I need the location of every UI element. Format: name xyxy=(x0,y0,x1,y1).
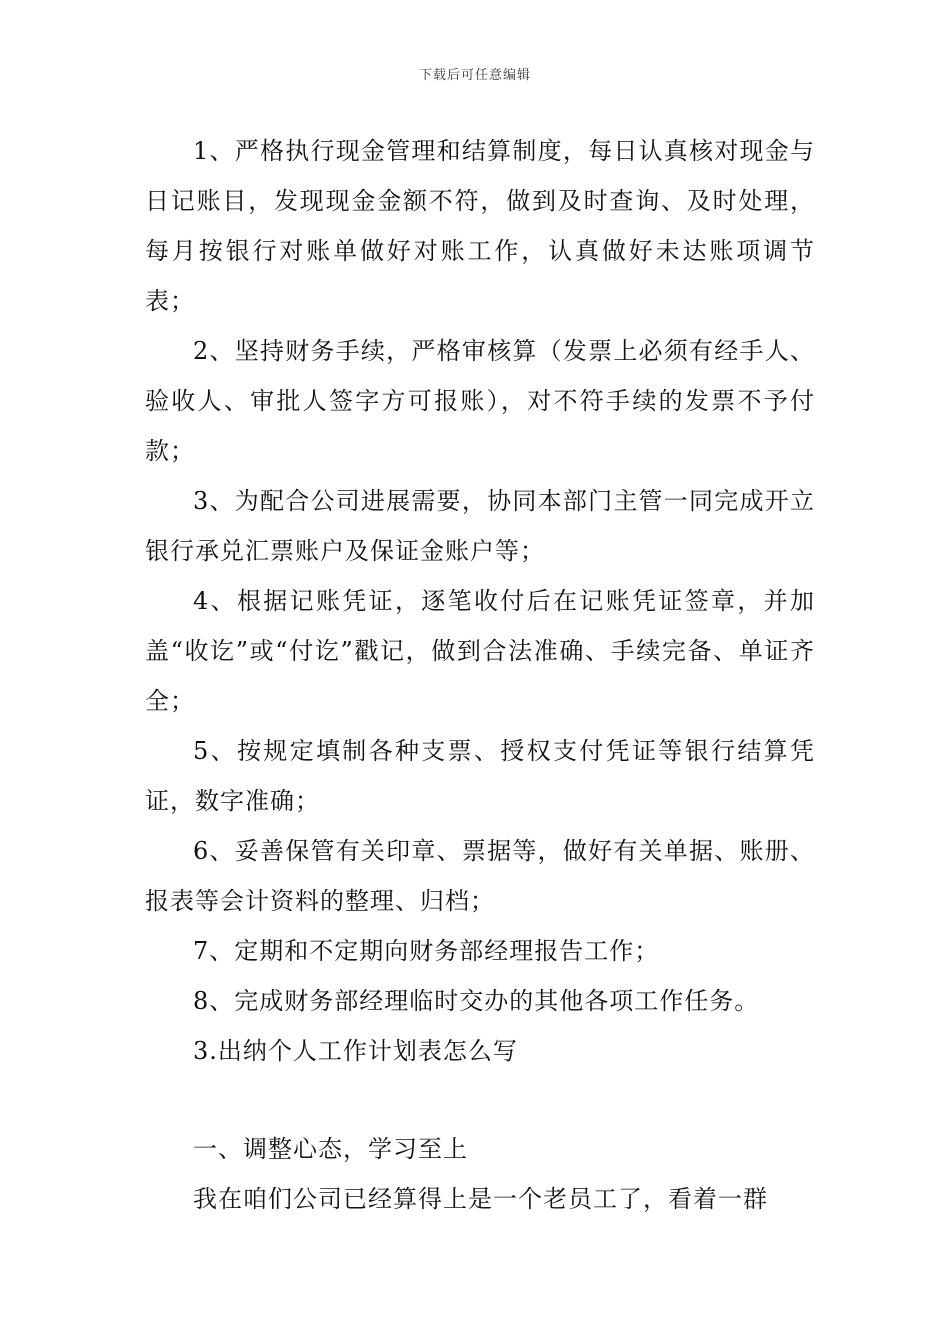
paragraph-4: 4、根据记账凭证，逐笔收付后在记账凭证签章，并加盖“收讫”或“付讫”戳记，做到合法准确、手续完备、单证齐全； xyxy=(145,587,815,715)
paragraph-9: 我在咱们公司已经算得上是一个老员工了，看着一群 xyxy=(193,1185,768,1213)
paragraph-7: 7、定期和不定期向财务部经理报告工作； xyxy=(193,937,660,965)
subheading: 一、调整心态，学习至上 xyxy=(193,1135,468,1163)
paragraph-1: 1、严格执行现金管理和结算制度，每日认真核对现金与日记账目，发现现金金额不符，做到及时查询、及时处理，每月按银行对账单做好对账工作，认真做好未达账项调节表； xyxy=(145,137,815,315)
document-body xyxy=(145,126,815,1224)
paragraph-8: 8、完成财务部经理临时交办的其他各项工作任务。 xyxy=(193,987,760,1015)
paragraph-3: 3、为配合公司进展需要，协同本部门主管一同完成开立银行承兑汇票账户及保证金账户等； xyxy=(145,487,815,565)
section-gap xyxy=(145,1076,815,1124)
section-title: 3.出纳个人工作计划表怎么写 xyxy=(193,1037,518,1065)
paragraph-2: 2、坚持财务手续，严格审核算（发票上必须有经手人、验收人、审批人签字方可报账），对不符手续的发票不予付款； xyxy=(145,337,815,465)
page-header: 下载后可任意编辑 xyxy=(418,68,531,83)
paragraph-5: 5、按规定填制各种支票、授权支付凭证等银行结算凭证，数字准确； xyxy=(145,737,815,815)
paragraph-6: 6、妥善保管有关印章、票据等，做好有关单据、账册、报表等会计资料的整理、归档； xyxy=(145,837,815,915)
